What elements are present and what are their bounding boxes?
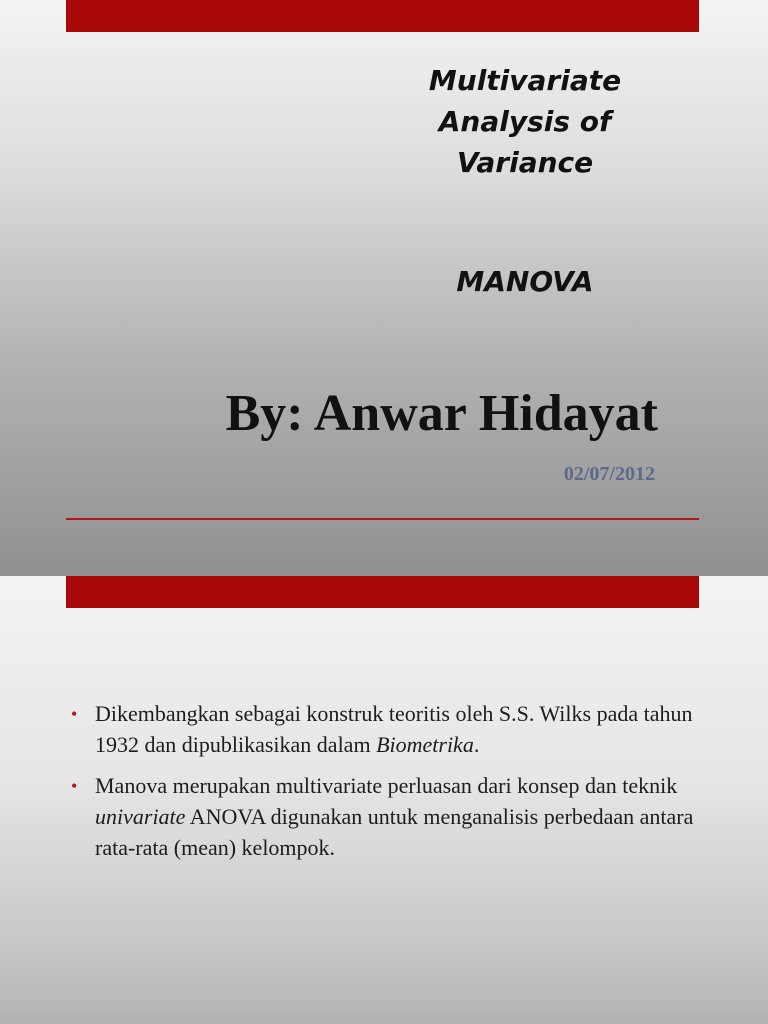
top-accent-bar — [66, 576, 699, 608]
content-slide — [0, 576, 768, 1024]
bullet-2-emphasis: univariate — [95, 804, 186, 829]
bullet-2-text-before: Manova merupakan multivariate perluasan dari konsep dan teknik — [95, 773, 678, 798]
top-accent-bar — [66, 0, 699, 32]
title-line-2: Analysis of — [438, 105, 612, 138]
title-line-3: Variance — [456, 146, 594, 179]
bullet-item — [66, 770, 696, 863]
presentation-date: 02/07/2012 — [563, 463, 655, 485]
bullet-list — [66, 698, 696, 873]
bullet-dot-icon: • — [71, 704, 78, 724]
slide-subtitle: MANOVA — [456, 265, 594, 298]
slide-title — [340, 60, 710, 183]
bullet-item — [66, 698, 696, 760]
title-line-1: Multivariate — [428, 64, 622, 97]
divider-line — [66, 518, 699, 520]
bullet-1-end: . — [473, 732, 480, 757]
bullet-1-text: Dikembangkan sebagai konstruk teoritis oleh S.S. Wilks pada tahun 1932 dan dipublikasikan dalam — [95, 701, 693, 757]
bullet-dot-icon: • — [71, 776, 78, 796]
bullet-1-emphasis: Biometrika — [376, 732, 474, 757]
bullet-2-text-after: ANOVA digunakan untuk menganalisis perbedaan antara rata-rata (mean) kelompok. — [95, 804, 694, 860]
author-name: By: Anwar Hidayat — [225, 385, 658, 442]
